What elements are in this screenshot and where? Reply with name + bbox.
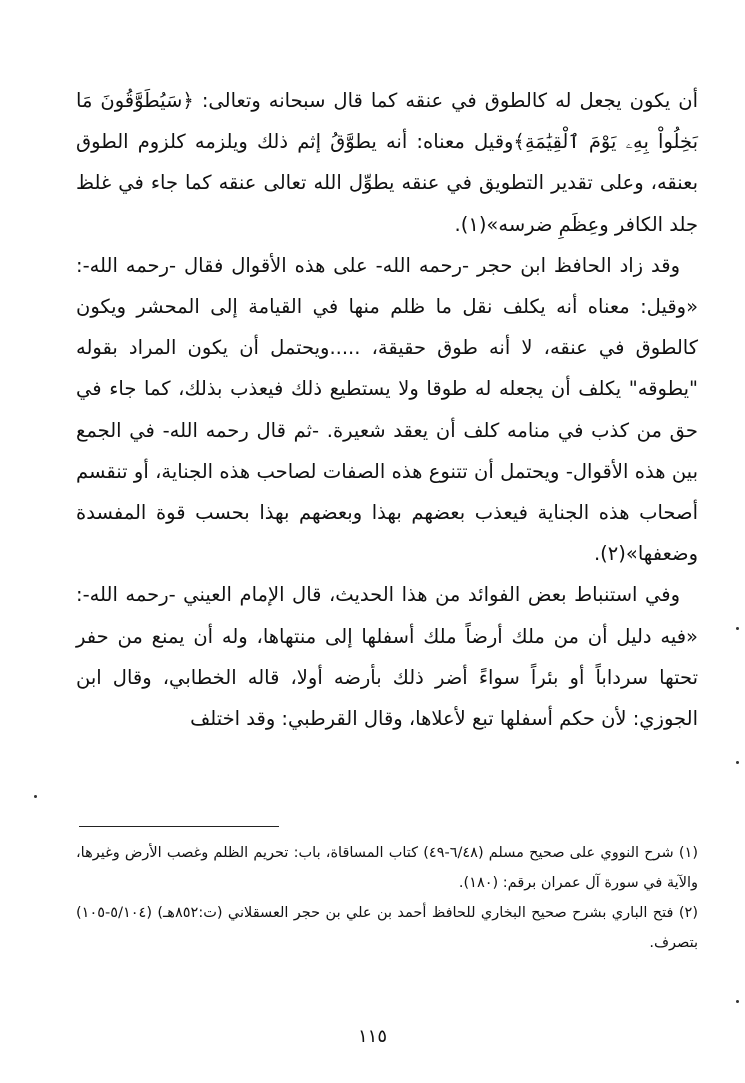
page-number: ١١٥ [357, 1026, 387, 1047]
footnote-separator [79, 826, 279, 827]
margin-dot [34, 795, 37, 798]
footnotes [76, 838, 698, 958]
main-text-body [76, 80, 698, 739]
footnote-2: (٢) فتح الباري بشرح صحيح البخاري للحافظ أحمد بن علي بن حجر العسقلاني (ت:٨٥٢هـ) (٥/١٠٤-١٠٥) بتصرف. [76, 905, 699, 951]
margin-dot [736, 761, 739, 764]
footnote-1: (١) شرح النووي على صحيح مسلم (٦/٤٨-٤٩) كتاب المساقاة، باب: تحريم الظلم وغصب الأرض وغيرها، والآية في سورة آل عمران برقم: (١٨٠). [76, 845, 698, 891]
margin-dot [736, 1000, 739, 1003]
paragraph-2: وقد زاد الحافظ ابن حجر -رحمه الله- على هذه الأقوال فقال -رحمه الله-: «وقيل: معناه أنه يكلف نقل ما ظلم منها في القيامة إلى المحشر ويكون كالطوق في عنقه، لا أنه طوق حقيقة، .....ويحتمل أن يكون المراد بقوله "يطوقه" يكلف أن يجعله له طوقا ولا يستطيع ذلك فيعذب بذلك، كما جاء في حق من كذب في منامه كلف أن يعقد شعيرة. -ثم قال رحمه الله- في الجمع بين هذه الأقوال- ويحتمل أن تتنوع هذه الصفات لصاحب هذه الجناية، أو تنقسم أصحاب هذه الجناية فيعذب بعضهم بهذا وبعضهم بهذا بحسب قوة المفسدة وضعفها»(٢). [76, 253, 698, 566]
paragraph-3: وفي استنباط بعض الفوائد من هذا الحديث، قال الإمام العيني -رحمه الله-: «فيه دليل أن من ملك أرضاً ملك أسفلها إلى منتهاها، وله أن يمنع من حفر تحتها سرداباً أو بئراً سواءً أضر ذلك بأرضه أولا، قاله الخطابي، وقال ابن الجوزي: لأن حكم أسفلها تبع لأعلاها، وقال القرطبي: وقد اختلف [76, 583, 698, 731]
paragraph-1: أن يكون يجعل له كالطوق في عنقه كما قال سبحانه وتعالى: ﴿سَيُطَوَّقُونَ مَا بَخِلُواْ بِهِۦ يَوْمَ ٱلْقِيَٰمَةِ﴾وقيل معناه: أنه يطوَّقُ إثم ذلك ويلزمه كلزوم الطوق بعنقه، وعلى تقدير التطويق في عنقه يطوِّل الله تعالى عنقه كما جاء في غلظ جلد الكافر وعِظَمِ ضرسه»(١). [76, 89, 698, 236]
margin-dot [736, 627, 739, 630]
